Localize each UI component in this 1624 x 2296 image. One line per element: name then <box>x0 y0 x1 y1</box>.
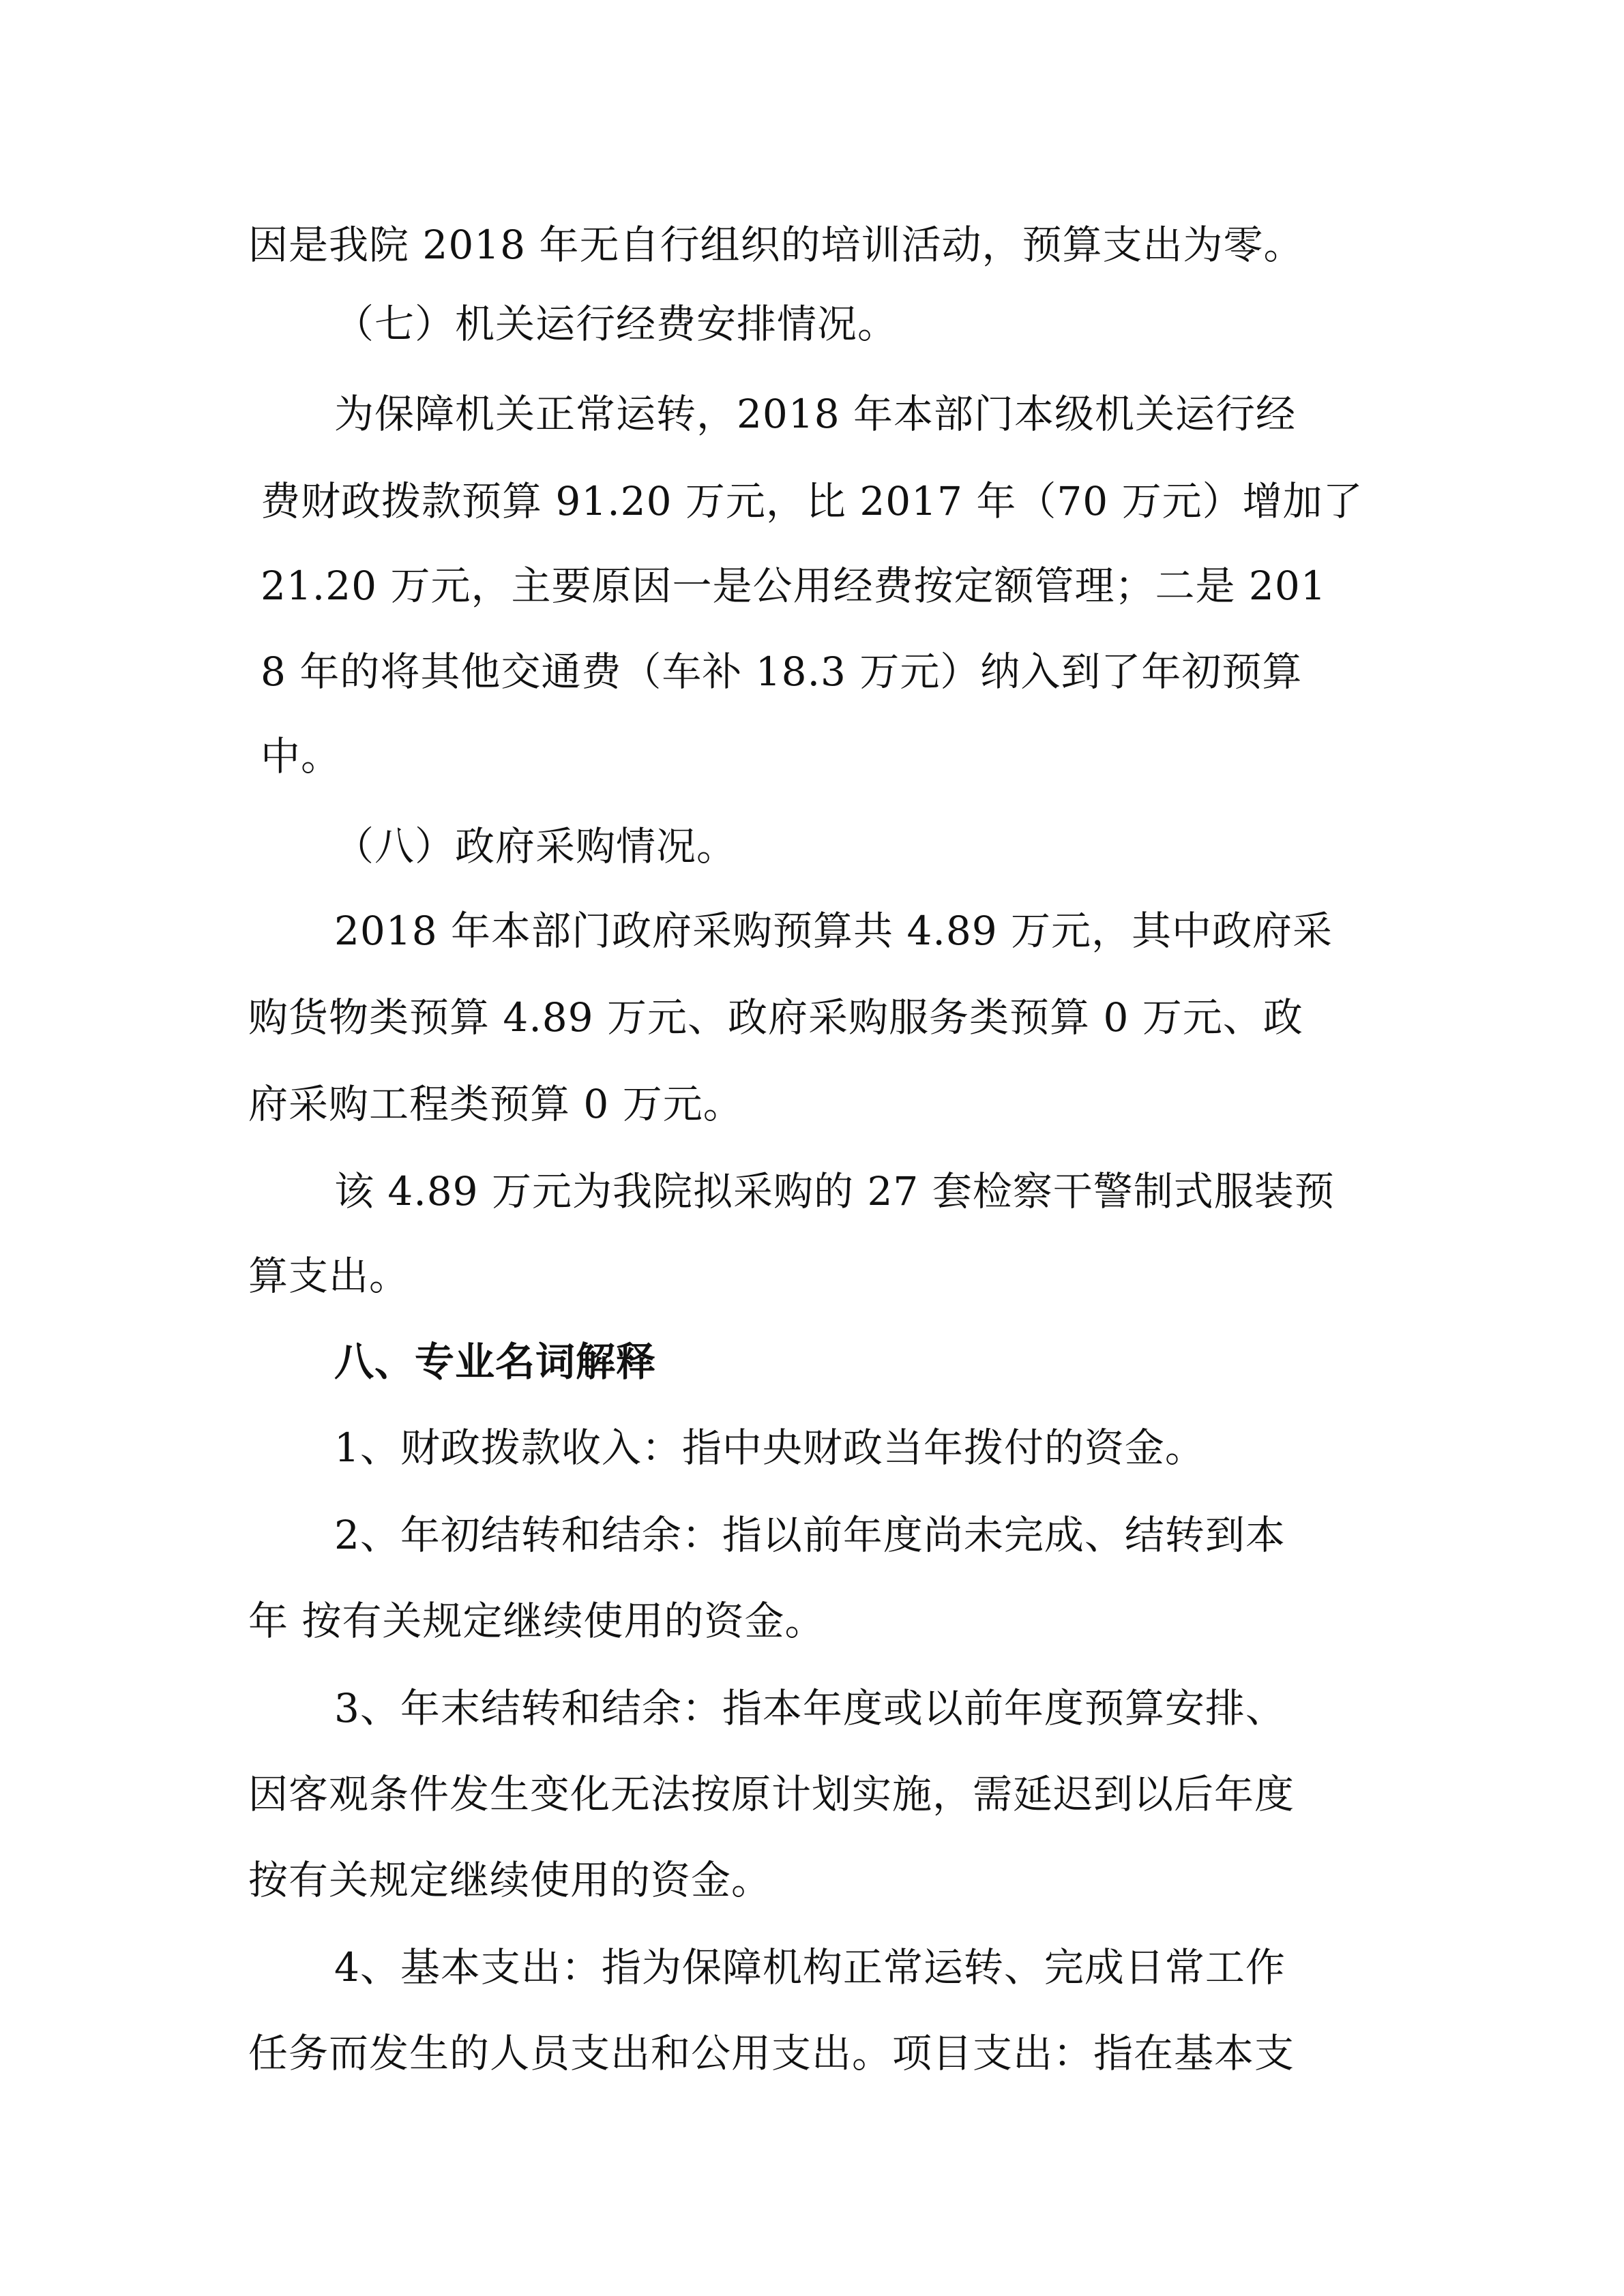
section-heading: （八）政府采购情况。 <box>334 823 737 869</box>
section-heading: （七）机关运行经费安排情况。 <box>334 301 898 347</box>
paragraph-line: 1、财政拨款收入：指中央财政当年拨付的资金。 <box>334 1425 1205 1471</box>
paragraph-line: 年 按有关规定继续使用的资金。 <box>248 1598 825 1644</box>
paragraph-line: 算支出。 <box>248 1253 410 1299</box>
paragraph-line: 为保障机关正常运转，2018 年本部门本级机关运行经 <box>334 391 1297 437</box>
paragraph-line: 因客观条件发生变化无法按原计划实施，需延迟到以后年度 <box>248 1771 1295 1817</box>
paragraph-line: 8 年的将其他交通费（车补 18.3 万元）纳入到了年初预算 <box>261 648 1303 695</box>
paragraph-line: 2018 年本部门政府采购预算共 4.89 万元，其中政府采 <box>334 908 1333 954</box>
chapter-heading: 八、专业名词解释 <box>334 1339 657 1385</box>
paragraph-line: 该 4.89 万元为我院拟采购的 27 套检察干警制式服装预 <box>334 1168 1335 1214</box>
paragraph-line: 3、年末结转和结余：指本年度或以前年度预算安排、 <box>334 1685 1286 1731</box>
paragraph-line: 2、年初结转和结余：指以前年度尚未完成、结转到本 <box>334 1512 1286 1558</box>
paragraph-line: 中。 <box>261 733 342 779</box>
paragraph-line: 4、基本支出：指为保障机构正常运转、完成日常工作 <box>334 1944 1286 1991</box>
paragraph-line: 因是我院 2018 年无自行组织的培训活动，预算支出为零。 <box>248 222 1304 268</box>
paragraph-line: 购货物类预算 4.89 万元、政府采购服务类预算 0 万元、政 <box>248 994 1303 1041</box>
paragraph-line: 府采购工程类预算 0 万元。 <box>248 1081 743 1127</box>
paragraph-line: 费财政拨款预算 91.20 万元，比 2017 年（70 万元）增加了 <box>261 478 1363 524</box>
paragraph-line: 按有关规定继续使用的资金。 <box>248 1857 772 1903</box>
paragraph-line: 任务而发生的人员支出和公用支出。项目支出：指在基本支 <box>248 2030 1295 2076</box>
paragraph-line: 21.20 万元，主要原因一是公用经费按定额管理；二是 201 <box>261 563 1327 609</box>
